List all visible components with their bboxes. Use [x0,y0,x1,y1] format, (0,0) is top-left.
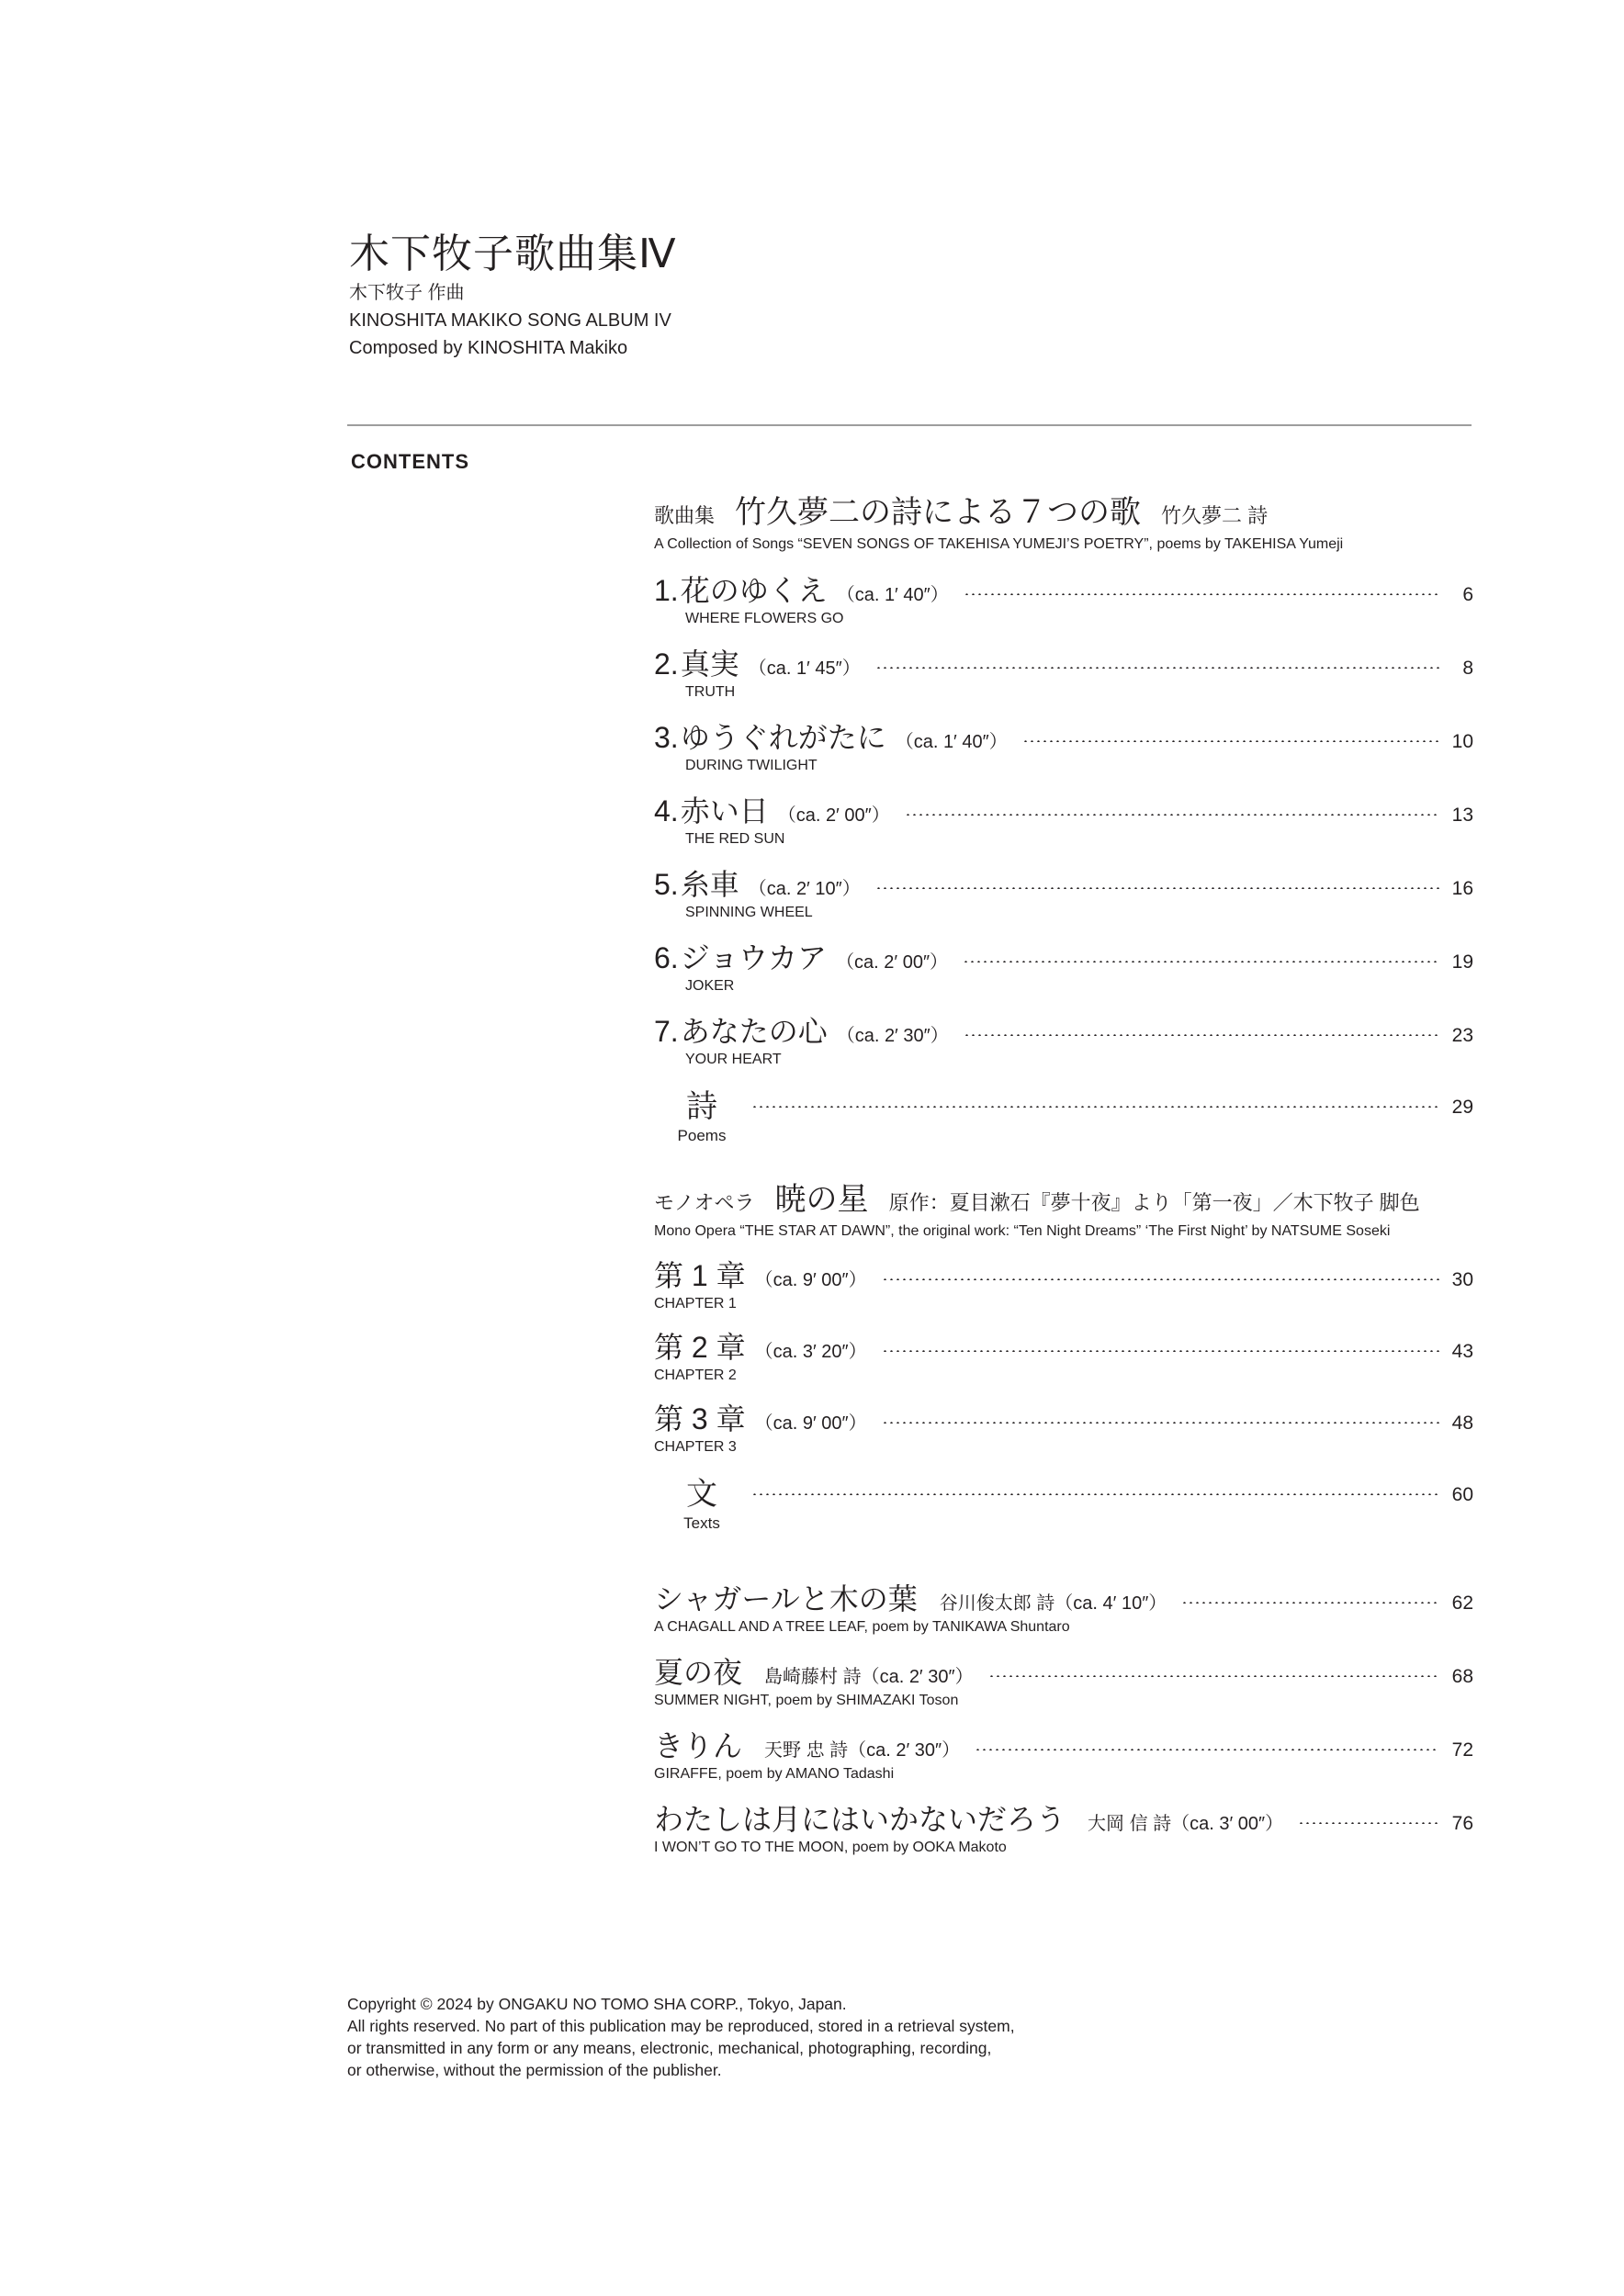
leader-dots [751,1106,1439,1108]
chapter-title-en: CHAPTER 1 [654,1296,737,1311]
song-poet: 谷川俊太郎 詩 [939,1593,1055,1614]
toc-entry[interactable] [654,1324,1473,1385]
song-title: 夏の夜 [654,1656,743,1689]
leader-dots [882,1278,1439,1280]
leader-dots [882,1350,1439,1352]
chapter-duration: （ca. 3′ 20″） [754,1342,867,1362]
page-number: 62 [1451,1593,1473,1614]
song-number: 5. [654,868,679,901]
page-number: 16 [1451,878,1473,899]
toc-entry[interactable] [654,1253,1473,1313]
song-title: 真実 [680,647,739,681]
toc-entry[interactable] [654,1008,1473,1069]
song-title-en: DURING TWILIGHT [685,758,818,773]
song-title-en: JOKER [685,978,735,994]
leader-dots [875,887,1439,889]
song-title: ゆうぐれがたに [680,721,886,754]
song-duration: （ca. 2′ 30″） [861,1667,974,1687]
texts-title: 文 [686,1477,717,1512]
page-header [349,230,677,362]
song-title: ジョウカア [680,941,828,974]
section-1-title-en: A Collection of Songs “SEVEN SONGS OF TAKEHISA YUMEJI’S POETRY”, poems by TAKEHISA Yumeji [654,536,1344,552]
copyright-line: All rights reserved. No part of this publication may be reproduced, stored in a retrieval system, [347,2017,1015,2035]
song-number: 3. [654,721,679,754]
song-number: 2. [654,647,679,681]
toc-entry[interactable] [654,935,1473,996]
composer-en: Composed by KINOSHITA Makiko [349,338,628,358]
leader-dots [875,667,1440,669]
chapter-title: 第 2 章 [654,1331,746,1364]
page-number: 43 [1451,1341,1473,1362]
song-duration: （ca. 3′ 00″） [1171,1814,1284,1834]
song-title-en: SUMMER NIGHT, poem by SHIMAZAKI Toson [654,1693,959,1708]
toc-entry[interactable] [654,641,1473,702]
song-title: 糸車 [680,868,739,901]
page-number: 48 [1451,1412,1473,1434]
leader-dots [905,814,1439,816]
toc-entry[interactable] [654,715,1473,775]
song-duration: （ca. 2′ 00″） [777,805,890,826]
section-1-heading [654,494,1473,555]
page-number: 23 [1451,1025,1473,1046]
table-of-contents [654,494,1473,1857]
leader-dots [963,961,1439,962]
toc-entry-poems[interactable] [654,1087,1473,1146]
leader-dots [964,1034,1439,1036]
song-title-en: I WON’T GO TO THE MOON, poem by OOKA Makoto [654,1840,1007,1855]
toc-entry[interactable] [654,1576,1473,1637]
page-number: 6 [1462,584,1473,605]
section-2-title: 暁の星 [774,1182,869,1217]
song-title-en: YOUR HEART [685,1052,782,1067]
leader-dots [988,1675,1439,1677]
song-duration: （ca. 2′ 30″） [836,1026,949,1046]
section-2-heading [654,1181,1473,1242]
section-1-prefix: 歌曲集 [654,504,716,527]
page-number: 68 [1451,1666,1473,1687]
section-1-poet: 竹久夢二 詩 [1161,504,1269,527]
song-poet: 島崎藤村 詩 [764,1667,862,1687]
page-number: 72 [1451,1739,1473,1761]
song-title: 赤い日 [680,794,769,827]
toc-entry-texts[interactable] [654,1475,1473,1534]
song-number: 6. [654,941,679,974]
toc-entry[interactable] [654,788,1473,849]
page-number: 29 [1451,1097,1473,1118]
leader-dots [964,593,1440,595]
toc-entry[interactable] [654,1396,1473,1457]
song-duration: （ca. 2′ 00″） [836,952,949,973]
toc-entry[interactable] [654,1796,1473,1857]
toc-entry[interactable] [654,1649,1473,1710]
song-title: あなたの心 [680,1015,828,1048]
chapter-title-en: CHAPTER 2 [654,1367,737,1383]
song-title-en: A CHAGALL AND A TREE LEAF, poem by TANIKAWA Shuntaro [654,1619,1070,1635]
song-title-en: SPINNING WHEEL [685,905,813,920]
toc-entry[interactable] [654,1723,1473,1784]
chapter-title: 第 3 章 [654,1402,746,1435]
chapter-duration: （ca. 9′ 00″） [754,1413,867,1434]
leader-dots [1181,1602,1438,1604]
contents-heading: CONTENTS [351,450,469,473]
song-duration: （ca. 1′ 40″） [895,732,1008,752]
section-2-title-en: Mono Opera “THE STAR AT DAWN”, the original work: “Ten Night Dreams” ‘The First Night’ by NATSUME Soseki [654,1223,1391,1239]
song-duration: （ca. 4′ 10″） [1054,1593,1167,1614]
song-title-en: THE RED SUN [685,831,785,847]
song-duration: （ca. 1′ 45″） [748,658,861,679]
song-title-en: GIRAFFE, poem by AMANO Tadashi [654,1766,895,1782]
page-number: 19 [1451,951,1473,973]
song-title: わたしは月にはいかないだろう [654,1803,1066,1836]
leader-dots [1298,1822,1439,1824]
texts-title-en: Texts [683,1514,720,1532]
song-number: 4. [654,794,679,827]
leader-dots [882,1422,1439,1424]
poems-title-en: Poems [677,1127,727,1144]
song-title-en: TRUTH [685,684,736,700]
leader-dots [975,1749,1439,1750]
page-number: 60 [1451,1484,1473,1505]
song-duration: （ca. 2′ 10″） [748,879,861,899]
copyright-line: or otherwise, without the permission of the publisher. [347,2061,722,2079]
copyright-line: or transmitted in any form or any means, electronic, mechanical, photographing, recording, [347,2039,992,2057]
song-poet: 大岡 信 詩 [1088,1814,1172,1834]
book-title: 木下牧子歌曲集Ⅳ [349,231,677,276]
leader-dots [1022,740,1439,742]
song-duration: （ca. 1′ 40″） [836,585,949,605]
page-number: 30 [1451,1269,1473,1290]
toc-entry[interactable] [654,568,1473,628]
page-number: 13 [1451,805,1473,826]
song-title: 花のゆくえ [680,574,828,607]
page-number: 76 [1451,1813,1473,1834]
song-number: 1. [654,574,679,607]
leader-dots [751,1493,1439,1495]
section-2-credit: 原作：夏目漱石『夢十夜』より「第一夜」／木下牧子 脚色 [888,1191,1420,1214]
song-poet: 天野 忠 詩 [764,1740,849,1761]
poems-title: 詩 [686,1089,717,1124]
song-duration: （ca. 2′ 30″） [848,1740,961,1761]
section-1-title: 竹久夢二の詩による７つの歌 [735,495,1142,530]
section-2-prefix: モノオペラ [654,1191,755,1214]
page-number: 10 [1451,731,1473,752]
song-title: きりん [654,1729,743,1762]
composer-jp: 木下牧子 作曲 [349,283,465,303]
header-divider [347,424,1472,426]
page-number: 8 [1462,658,1473,679]
chapter-title: 第 1 章 [654,1259,746,1292]
song-title-en: WHERE FLOWERS GO [685,611,844,626]
toc-entry[interactable] [654,861,1473,922]
song-number: 7. [654,1015,679,1048]
chapter-title-en: CHAPTER 3 [654,1439,737,1455]
chapter-duration: （ca. 9′ 00″） [754,1270,867,1290]
copyright-notice [347,1993,1015,2081]
book-title-en: KINOSHITA MAKIKO SONG ALBUM IV [349,310,671,331]
song-title: シャガールと木の葉 [654,1582,918,1615]
copyright-line: Copyright © 2024 by ONGAKU NO TOMO SHA CORP., Tokyo, Japan. [347,1995,847,2013]
